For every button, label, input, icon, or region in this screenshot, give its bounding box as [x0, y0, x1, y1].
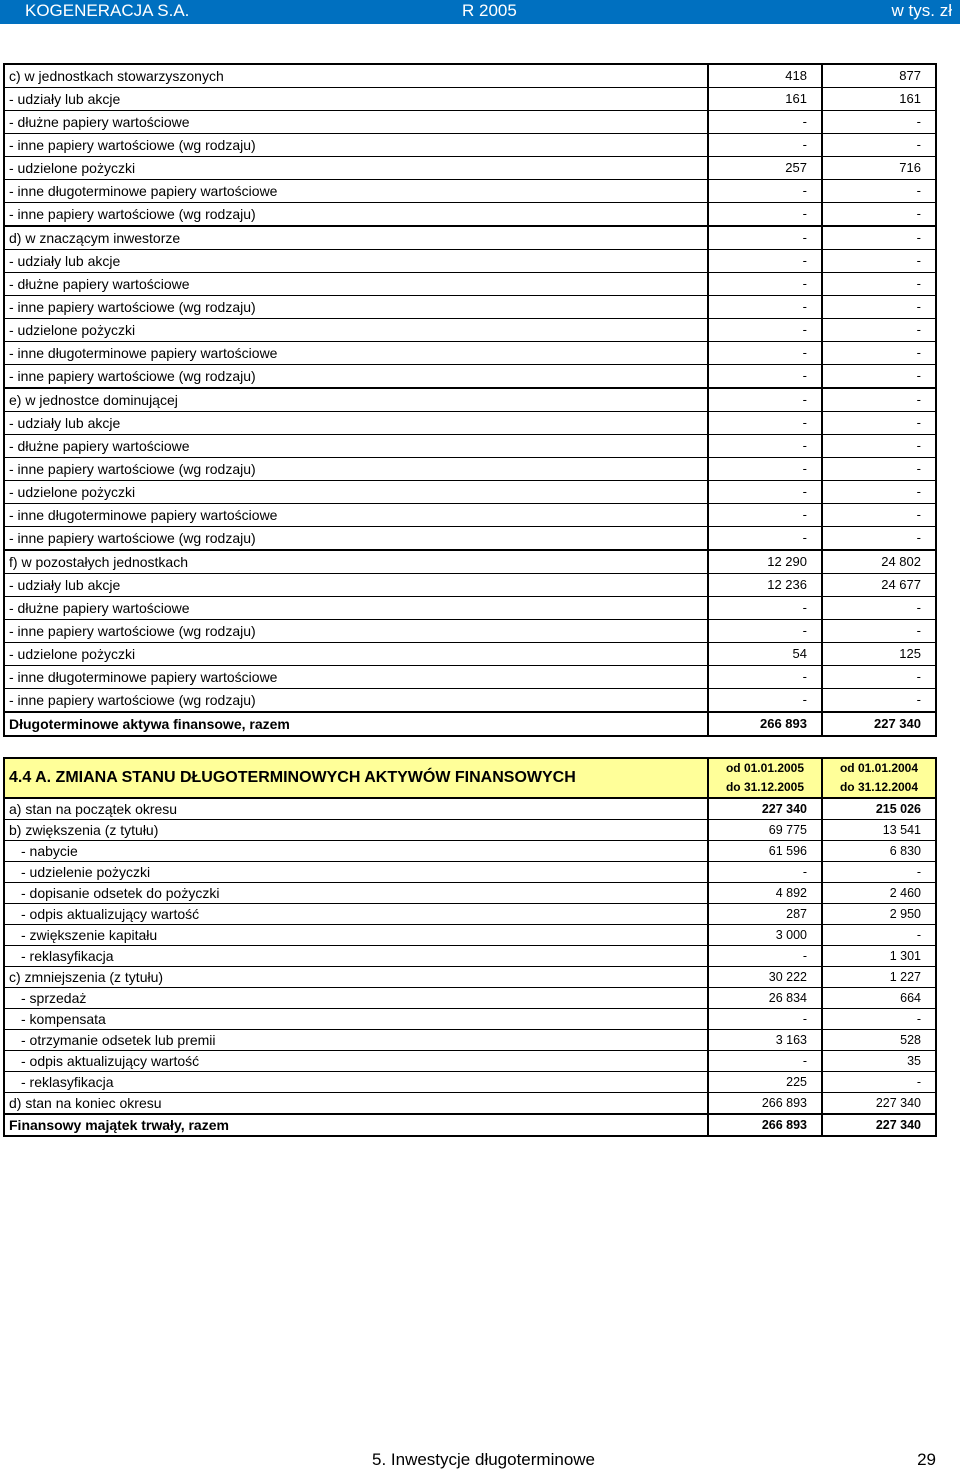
table-row	[4, 111, 936, 134]
value-2005: -	[708, 1051, 822, 1072]
value-2004: -	[822, 319, 936, 342]
table-row	[4, 620, 936, 643]
table-row	[4, 597, 936, 620]
row-label: e) w jednostce dominującej	[4, 388, 708, 412]
table-row	[4, 820, 936, 841]
value-2005: 287	[708, 904, 822, 925]
row-label: - otrzymanie odsetek lub premii	[4, 1030, 708, 1051]
value-2004: -	[822, 504, 936, 527]
value-2004: 161	[822, 88, 936, 111]
period-2005-header	[708, 758, 822, 798]
table-row	[4, 862, 936, 883]
value-2005: 61 596	[708, 841, 822, 862]
row-label: - inne papiery wartościowe (wg rodzaju)	[4, 458, 708, 481]
table-row	[4, 946, 936, 967]
value-2004: -	[822, 180, 936, 203]
table-row	[4, 967, 936, 988]
value-2005: -	[708, 342, 822, 365]
row-label: - udziały lub akcje	[4, 574, 708, 597]
value-2004: 6 830	[822, 841, 936, 862]
value-2005: -	[708, 689, 822, 713]
value-2004: 877	[822, 64, 936, 88]
row-label: - dłużne papiery wartościowe	[4, 273, 708, 296]
value-2004: 13 541	[822, 820, 936, 841]
table-row	[4, 666, 936, 689]
value-2004: -	[822, 1009, 936, 1030]
value-2004: -	[822, 273, 936, 296]
value-2004: -	[822, 435, 936, 458]
value-2004: 2 950	[822, 904, 936, 925]
table-row	[4, 643, 936, 666]
value-2005: -	[708, 134, 822, 157]
value-2005: -	[708, 273, 822, 296]
row-label: - odpis aktualizujący wartość	[4, 1051, 708, 1072]
value-2004: -	[822, 342, 936, 365]
table-row	[4, 798, 936, 820]
value-2005: -	[708, 319, 822, 342]
value-2005: 54	[708, 643, 822, 666]
value-2005: -	[708, 180, 822, 203]
report-period: R 2005	[462, 1, 517, 20]
table-row	[4, 689, 936, 713]
table-row	[4, 342, 936, 365]
value-2005: -	[708, 412, 822, 435]
row-label: - inne papiery wartościowe (wg rodzaju)	[4, 296, 708, 319]
value-2005: -	[708, 946, 822, 967]
table-row	[4, 458, 936, 481]
value-2004: 227 340	[822, 1093, 936, 1115]
period-2004-header	[822, 758, 936, 798]
value-2005: -	[708, 504, 822, 527]
value-2004: 716	[822, 157, 936, 180]
value-2005: 225	[708, 1072, 822, 1093]
footer-section-title: 5. Inwestycje długoterminowe	[372, 1450, 596, 1469]
table-row	[4, 180, 936, 203]
row-label: - udzielenie pożyczki	[4, 862, 708, 883]
value-2005: 418	[708, 64, 822, 88]
table-row	[4, 841, 936, 862]
row-label: - zwiększenie kapitału	[4, 925, 708, 946]
row-label: - udzielone pożyczki	[4, 319, 708, 342]
value-2005: 26 834	[708, 988, 822, 1009]
table-row	[4, 157, 936, 180]
value-2004: -	[822, 250, 936, 273]
value-2005: 266 893	[708, 1093, 822, 1115]
value-2004: -	[822, 458, 936, 481]
value-2005: 4 892	[708, 883, 822, 904]
value-2005: -	[708, 620, 822, 643]
value-2004: 24 677	[822, 574, 936, 597]
value-2005: 266 893	[708, 712, 822, 736]
long-term-assets-table	[3, 63, 937, 737]
value-2004: 1 301	[822, 946, 936, 967]
row-label: - inne papiery wartościowe (wg rodzaju)	[4, 365, 708, 389]
table-row	[4, 319, 936, 342]
row-label: - inne papiery wartościowe (wg rodzaju)	[4, 203, 708, 227]
table-row	[4, 904, 936, 925]
value-2005: 30 222	[708, 967, 822, 988]
value-2005: 161	[708, 88, 822, 111]
row-label: - inne długoterminowe papiery wartościowe	[4, 504, 708, 527]
value-2004: -	[822, 925, 936, 946]
value-2005: 266 893	[708, 1114, 822, 1136]
row-label: c) zmniejszenia (z tytułu)	[4, 967, 708, 988]
value-2005: -	[708, 250, 822, 273]
row-label: a) stan na początek okresu	[4, 798, 708, 820]
value-2004: -	[822, 862, 936, 883]
table-row	[4, 925, 936, 946]
currency-unit: w tys. zł	[891, 1, 952, 20]
value-2005: 12 236	[708, 574, 822, 597]
row-label: - inne papiery wartościowe (wg rodzaju)	[4, 689, 708, 713]
table-row	[4, 88, 936, 111]
row-label: - odpis aktualizujący wartość	[4, 904, 708, 925]
table-row	[4, 527, 936, 551]
period-2005-to: do 31.12.2005	[725, 780, 805, 794]
value-2005: -	[708, 597, 822, 620]
value-2004: 24 802	[822, 550, 936, 574]
value-2005: 12 290	[708, 550, 822, 574]
table-row	[4, 1072, 936, 1093]
row-label: - udzielone pożyczki	[4, 643, 708, 666]
value-2004: -	[822, 388, 936, 412]
table-row	[4, 988, 936, 1009]
value-2005: -	[708, 203, 822, 227]
value-2004: -	[822, 296, 936, 319]
table-row	[4, 1114, 936, 1136]
row-label: c) w jednostkach stowarzyszonych	[4, 64, 708, 88]
page-header-bar	[0, 0, 960, 24]
value-2005: 257	[708, 157, 822, 180]
row-label: - udziały lub akcje	[4, 250, 708, 273]
table-row	[4, 388, 936, 412]
table-row	[4, 412, 936, 435]
table-row	[4, 203, 936, 227]
row-label: d) w znaczącym inwestorze	[4, 226, 708, 250]
row-label: Długoterminowe aktywa finansowe, razem	[4, 712, 708, 736]
row-label: - udziały lub akcje	[4, 412, 708, 435]
table-row	[4, 712, 936, 736]
row-label: - reklasyfikacja	[4, 946, 708, 967]
value-2004: -	[822, 527, 936, 551]
value-2004: 664	[822, 988, 936, 1009]
value-2004: -	[822, 226, 936, 250]
row-label: - inne papiery wartościowe (wg rodzaju)	[4, 620, 708, 643]
table-row	[4, 296, 936, 319]
value-2004: -	[822, 134, 936, 157]
value-2005: -	[708, 111, 822, 134]
table-row	[4, 1093, 936, 1115]
value-2005: -	[708, 666, 822, 689]
value-2004: 2 460	[822, 883, 936, 904]
asset-change-title: 4.4 A. ZMIANA STANU DŁUGOTERMINOWYCH AKTYWÓW FINANSOWYCH	[4, 758, 708, 798]
asset-change-header-row	[4, 758, 936, 798]
row-label: f) w pozostałych jednostkach	[4, 550, 708, 574]
value-2005: -	[708, 388, 822, 412]
row-label: b) zwiększenia (z tytułu)	[4, 820, 708, 841]
table-row	[4, 365, 936, 389]
value-2005: -	[708, 296, 822, 319]
page-number: 29	[917, 1450, 936, 1469]
value-2004: 215 026	[822, 798, 936, 820]
value-2005: -	[708, 527, 822, 551]
row-label: d) stan na koniec okresu	[4, 1093, 708, 1115]
value-2004: -	[822, 689, 936, 713]
value-2005: 3 000	[708, 925, 822, 946]
period-2004-to: do 31.12.2004	[839, 780, 919, 794]
table-row	[4, 504, 936, 527]
value-2005: 69 775	[708, 820, 822, 841]
value-2005: -	[708, 226, 822, 250]
row-label: - dłużne papiery wartościowe	[4, 111, 708, 134]
value-2004: -	[822, 1072, 936, 1093]
value-2004: 528	[822, 1030, 936, 1051]
period-2004-from: od 01.01.2004	[839, 761, 919, 775]
row-label: - inne długoterminowe papiery wartościowe	[4, 180, 708, 203]
row-label: - dopisanie odsetek do pożyczki	[4, 883, 708, 904]
table-row	[4, 1009, 936, 1030]
value-2005: -	[708, 862, 822, 883]
value-2004: -	[822, 412, 936, 435]
value-2004: -	[822, 111, 936, 134]
asset-change-table	[3, 757, 937, 1137]
value-2005: 3 163	[708, 1030, 822, 1051]
value-2004: -	[822, 481, 936, 504]
value-2004: 227 340	[822, 1114, 936, 1136]
table-row	[4, 64, 936, 88]
table-row	[4, 481, 936, 504]
row-label: - reklasyfikacja	[4, 1072, 708, 1093]
table-row	[4, 273, 936, 296]
value-2004: -	[822, 365, 936, 389]
table-row	[4, 883, 936, 904]
table-row	[4, 550, 936, 574]
row-label: - udziały lub akcje	[4, 88, 708, 111]
value-2004: -	[822, 597, 936, 620]
value-2005: -	[708, 435, 822, 458]
table-row	[4, 226, 936, 250]
value-2004: -	[822, 203, 936, 227]
value-2005: -	[708, 481, 822, 504]
value-2004: 125	[822, 643, 936, 666]
value-2004: -	[822, 666, 936, 689]
row-label: - inne długoterminowe papiery wartościowe	[4, 666, 708, 689]
table-row	[4, 574, 936, 597]
row-label: Finansowy majątek trwały, razem	[4, 1114, 708, 1136]
table-row	[4, 250, 936, 273]
table-row	[4, 1030, 936, 1051]
value-2004: 227 340	[822, 712, 936, 736]
value-2005: -	[708, 365, 822, 389]
company-name: KOGENERACJA S.A.	[25, 1, 190, 20]
row-label: - nabycie	[4, 841, 708, 862]
row-label: - dłużne papiery wartościowe	[4, 597, 708, 620]
value-2004: -	[822, 620, 936, 643]
row-label: - inne papiery wartościowe (wg rodzaju)	[4, 527, 708, 551]
value-2004: 1 227	[822, 967, 936, 988]
row-label: - inne długoterminowe papiery wartościowe	[4, 342, 708, 365]
period-2005-from: od 01.01.2005	[725, 761, 805, 775]
value-2005: -	[708, 1009, 822, 1030]
row-label: - dłużne papiery wartościowe	[4, 435, 708, 458]
table-row	[4, 1051, 936, 1072]
row-label: - inne papiery wartościowe (wg rodzaju)	[4, 134, 708, 157]
row-label: - kompensata	[4, 1009, 708, 1030]
row-label: - udzielone pożyczki	[4, 481, 708, 504]
value-2004: 35	[822, 1051, 936, 1072]
table-row	[4, 134, 936, 157]
table-row	[4, 435, 936, 458]
row-label: - udzielone pożyczki	[4, 157, 708, 180]
value-2005: -	[708, 458, 822, 481]
value-2005: 227 340	[708, 798, 822, 820]
row-label: - sprzedaż	[4, 988, 708, 1009]
